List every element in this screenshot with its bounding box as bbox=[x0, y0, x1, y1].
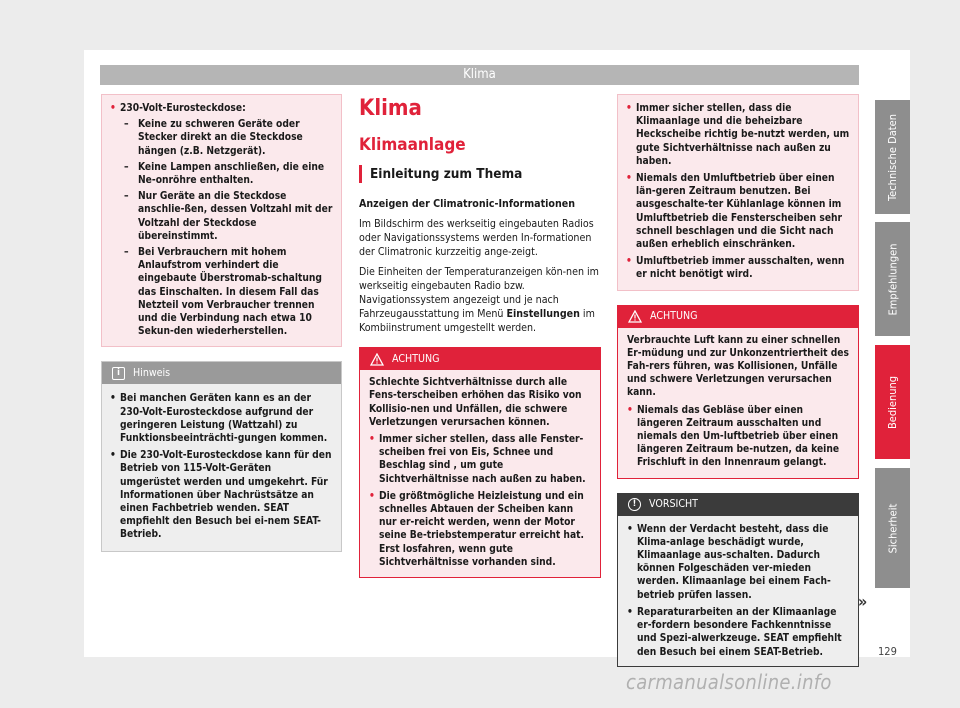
hinweis-label: Hinweis bbox=[133, 367, 171, 380]
list-item: • Niemals das Gebläse über einen längeren Zeitraum ausschalten und niemals den Um-luftbetrieb über einen längeren Zeitraum be-nutzen, da keine Frischluft in den Innenraum gelangt. bbox=[627, 404, 840, 469]
achtung-box bbox=[617, 305, 859, 479]
info-icon: i bbox=[112, 367, 125, 380]
page-header: Klima bbox=[100, 65, 859, 85]
tab-sicherheit[interactable]: Sicherheit bbox=[875, 468, 910, 588]
list-item: • Umluftbetrieb immer ausschalten, wenn er nicht benötigt wird. bbox=[626, 256, 845, 281]
socket-info-box bbox=[101, 94, 342, 347]
achtung-body bbox=[618, 328, 858, 478]
paragraph-heading: Anzeigen der Climatronic-Informationen bbox=[359, 198, 575, 210]
achtung-body bbox=[360, 370, 600, 577]
achtung-label: ACHTUNG bbox=[392, 352, 440, 365]
hinweis-header bbox=[102, 362, 341, 384]
paragraph: Die Einheiten der Temperaturanzeigen kön-nen im werkseitig eingebauten Radio bzw. Navigationssystem angezeigt und je nach Fahrzeugausstattung im Menü Einstellungen im Kombiinstrument umgestellt werden. bbox=[359, 266, 599, 335]
column-1 bbox=[101, 94, 342, 552]
bullet-icon: • bbox=[110, 450, 116, 462]
continued-warning-box bbox=[617, 94, 859, 291]
bullet-icon: • bbox=[626, 103, 632, 114]
menu-reference: Einstellungen bbox=[506, 308, 580, 321]
chapter-title: Klima bbox=[359, 96, 422, 121]
dash-icon: – bbox=[124, 247, 129, 259]
warning-icon bbox=[628, 310, 642, 323]
subsection-heading bbox=[359, 165, 601, 183]
achtung-header bbox=[360, 348, 600, 370]
achtung-intro: Verbrauchte Luft kann zu einer schnellen Er-müdung und zur Unkonzentriertheit des Fah-rers führen, was Kollisionen, Unfälle und schwere Verletzungen verursachen kann. bbox=[627, 334, 849, 399]
bullet-icon: • bbox=[369, 490, 375, 502]
list-item: – Bei Verbrauchern mit hohem Anlaufstrom verhindert die eingebaute Überstromab-schaltung das Einschalten. In diesem Fall das Netzteil vom Verbraucher trennen und die Verbindung nach etwa 10 Sekun-den wiederherstellen. bbox=[124, 247, 322, 338]
bullet-icon: • bbox=[627, 606, 633, 618]
list-item: – Keine Lampen anschließen, die eine Ne-onröhre enthalten. bbox=[124, 161, 325, 187]
bullet-icon: • bbox=[626, 256, 632, 268]
vorsicht-box bbox=[617, 493, 859, 667]
list-item: • Immer sicher stellen, dass alle Fenster-scheiben frei von Eis, Schnee und Beschlag sind , um gute Sichtverhältnisse nach außen zu haben. bbox=[369, 434, 586, 485]
watermark: carmanualsonline.info bbox=[626, 670, 832, 694]
column-2 bbox=[359, 94, 601, 578]
vorsicht-label: VORSICHT bbox=[649, 498, 698, 511]
warning-icon bbox=[370, 353, 384, 366]
continue-arrow-icon: » bbox=[858, 592, 868, 611]
list-item: – Nur Geräte an die Steckdose anschlie-ßen, dessen Voltzahl mit der Voltzahl der Steckdose übereinstimmt. bbox=[124, 191, 333, 242]
list-item: • Immer sicher stellen, dass die Klimaanlage und die beheizbare Heckscheibe richtig be-nutzt werden, um gute Sichtverhältnisse nach außen zu haben. bbox=[626, 103, 850, 167]
list-item: • Reparaturarbeiten an der Klimaanlage er-fordern besondere Fachkenntnisse und Spezi-alwerkzeuge. SEAT empfiehlt den Besuch bei einem SEAT-Betrieb. bbox=[627, 606, 842, 658]
list-item: • Die größtmögliche Heizleistung und ein schnelles Abtauen der Scheiben kann nur er-reicht werden, wenn der Motor seine Be-triebstemperatur erreicht hat. Erst losfahren, wenn gute Sichtverhältnisse vorhanden sind. bbox=[369, 490, 585, 568]
page-number: 129 bbox=[878, 645, 897, 658]
hinweis-body bbox=[102, 384, 341, 550]
list-item: • Wenn der Verdacht besteht, dass die Klima-anlage beschädigt wurde, Klimaanlage aus-schalten. Dadurch können Folgeschäden ver-mieden werden. Klimaanlage bei einem Fach-betrieb prüfen lassen. bbox=[627, 523, 831, 601]
tab-empfehlungen[interactable]: Empfehlungen bbox=[875, 222, 910, 336]
column-3 bbox=[617, 94, 859, 667]
achtung-box bbox=[359, 347, 601, 578]
dash-icon: – bbox=[124, 119, 129, 131]
list-item: – Keine zu schweren Geräte oder Stecker direkt an die Steckdose hängen (z.B. Netzgerät). bbox=[124, 119, 303, 157]
dash-icon: – bbox=[124, 161, 129, 173]
achtung-intro: Schlechte Sichtverhältnisse durch alle Fens-terscheiben erhöhen das Risiko von Kollisio-nen und Unfällen, die schwere Verletzungen verursachen können. bbox=[369, 377, 582, 428]
bullet-icon: • bbox=[110, 393, 116, 405]
caution-icon: ! bbox=[628, 498, 641, 511]
bullet-icon: • bbox=[369, 434, 375, 446]
list-item: • Niemals den Umluftbetrieb über einen län-geren Zeitraum benutzen. Bei ausgeschalte-ter Kühlanlage können im Umluftbetrieb die Fensterscheiben sehr schnell beschlagen und die Sicht nach außen erheblich einschränken. bbox=[626, 173, 843, 251]
tab-technische-daten[interactable]: Technische Daten bbox=[875, 100, 910, 214]
bullet-icon: • bbox=[110, 103, 116, 114]
hinweis-box bbox=[101, 361, 342, 551]
section-title: Klimaanlage bbox=[359, 135, 466, 155]
socket-title: 230-Volt-Eurosteckdose: bbox=[120, 103, 246, 114]
list-item: • Bei manchen Geräten kann es an der 230-Volt-Eurosteckdose aufgrund der geringeren Leistung (Wattzahl) zu Funktionsbeeinträchti-gungen kommen. bbox=[110, 393, 328, 445]
list-item: • Die 230-Volt-Eurosteckdose kann für den Betrieb von 115-Volt-Geräten umgerüstet werden und umgekehrt. Für Informationen über Nachrüstsätze an einen Fachbetrieb wenden. SEAT empfiehlt den Besuch bei ei-nem SEAT-Betrieb. bbox=[110, 450, 332, 541]
vorsicht-body bbox=[618, 516, 858, 666]
dash-icon: – bbox=[124, 191, 129, 203]
bullet-icon: • bbox=[626, 173, 632, 185]
achtung-label: ACHTUNG bbox=[650, 310, 698, 323]
vorsicht-header bbox=[618, 494, 858, 516]
achtung-header bbox=[618, 306, 858, 328]
tab-bedienung[interactable]: Bedienung bbox=[875, 345, 910, 459]
bullet-icon: • bbox=[627, 523, 633, 535]
paragraph: Im Bildschirm des werkseitig eingebauten Radios oder Navigationssystems werden In-formationen der Climatronic kurzzeitig ange-zeigt. bbox=[359, 218, 594, 259]
bullet-icon: • bbox=[627, 404, 633, 416]
subsection-title: Einleitung zum Thema bbox=[370, 166, 523, 182]
